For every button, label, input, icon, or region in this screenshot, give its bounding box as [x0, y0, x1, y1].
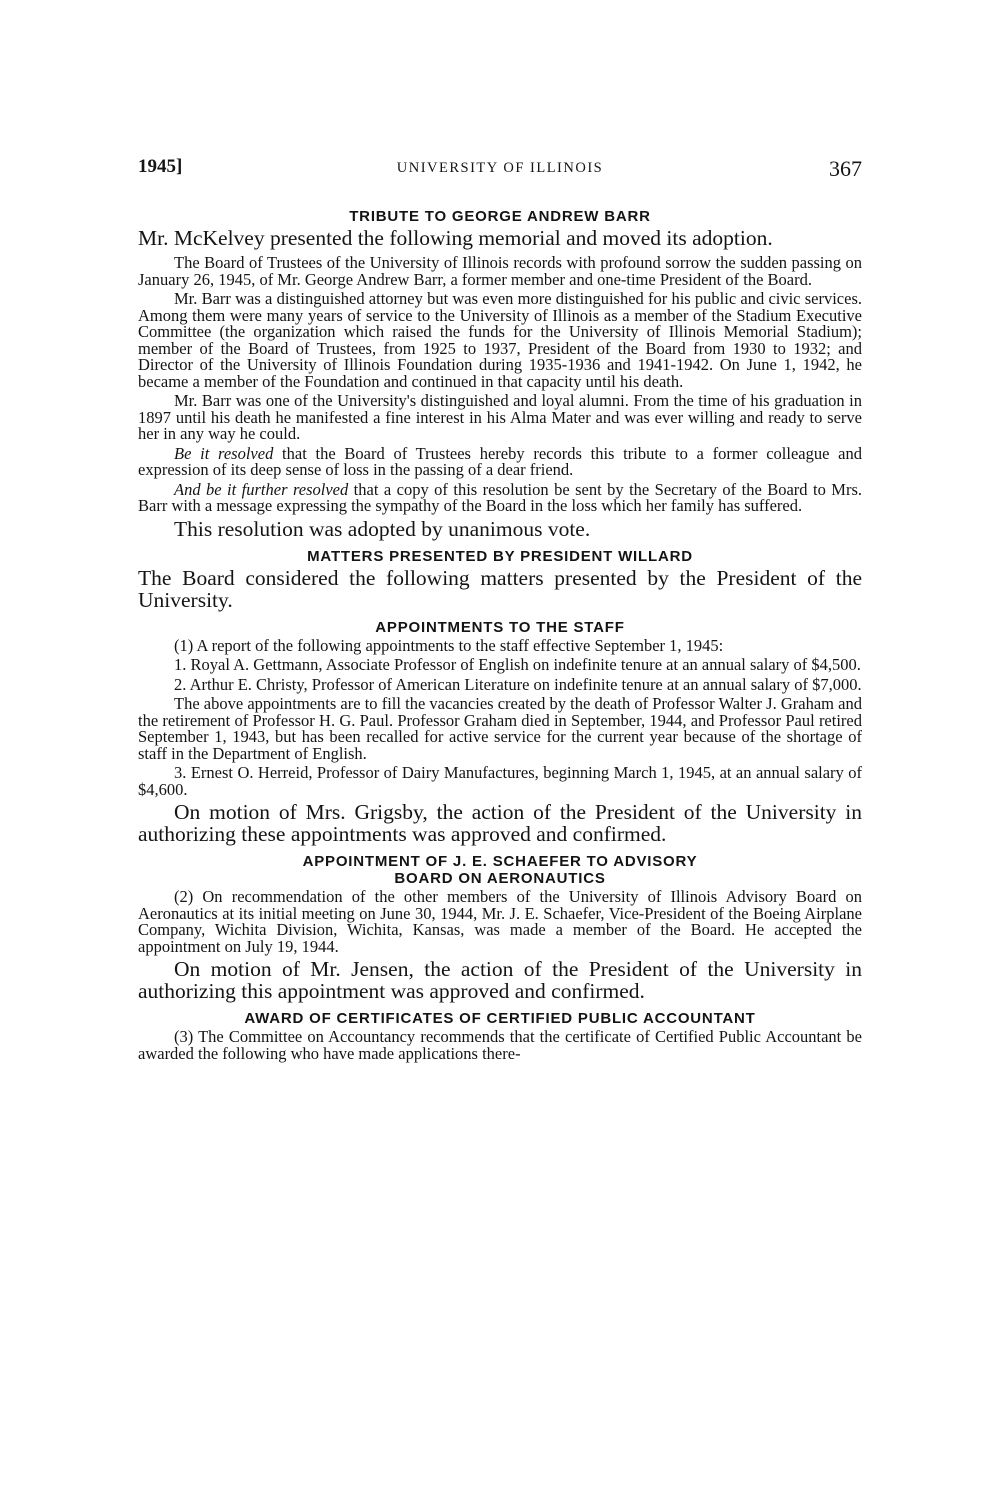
further-resolved-text: that a copy of this resolution be sent by the Secretary of the Board to Mrs. Barr with a message expressing the sympathy of the Board in the loss which her family has suffered.	[138, 479, 862, 515]
schaefer-motion: On motion of Mr. Jensen, the action of the President of the University in authorizing this appointment was approved and confirmed.	[138, 957, 862, 1003]
appointments-paragraph-1: (1) A report of the following appointments to the staff effective September 1, 1945:	[174, 635, 724, 655]
running-head	[138, 156, 862, 186]
further-resolved-lead: And be it further resolved	[174, 479, 349, 499]
schaefer-heading-line-2: BOARD ON AERONAUTICS	[394, 870, 606, 887]
tribute-paragraph-1: The Board of Trustees of the University of Illinois records with profound sorrow the sudden passing on January 26, 1945, of Mr. George Andrew Barr, a former member and one-time President of the Board.	[138, 253, 862, 289]
section-heading-appointments: APPOINTMENTS TO THE STAFF	[375, 618, 625, 636]
tribute-intro: Mr. McKelvey presented the following memorial and moved its adoption.	[138, 226, 773, 250]
running-title: UNIVERSITY OF ILLINOIS	[396, 160, 604, 176]
document-page	[138, 156, 862, 1466]
section-heading-tribute: TRIBUTE TO GEORGE ANDREW BARR	[349, 208, 651, 225]
section-heading-cpa: AWARD OF CERTIFICATES OF CERTIFIED PUBLIC ACCOUNTANT	[244, 1010, 756, 1027]
section-heading-schaefer	[138, 853, 862, 887]
tribute-paragraph-4	[138, 443, 862, 479]
tribute-vote: This resolution was adopted by unanimous vote.	[174, 516, 591, 541]
appointment-item-1: 1. Royal A. Gettmann, Associate Professor of English on indefinite tenure at an annual salary of $4,500.	[174, 655, 861, 674]
resolved-lead: Be it resolved	[174, 443, 274, 463]
matters-intro: The Board considered the following matters presented by the President of the University.	[138, 565, 862, 612]
page-number: 367	[829, 156, 862, 181]
page-content	[138, 208, 862, 1062]
tribute-paragraph-2: Mr. Barr was a distinguished attorney but was even more distinguished for his public and civic services. Among them were many years of service to the University of Illinois as a member of the Stadium Executive Committee (the organization which raised the funds for the University of Illinois Memorial Stadium); member of the Board of Trustees, from 1925 to 1937, President of the Board from 1930 to 1932; and Director of the University of Illinois Foundation during 1935-1936 and 1941-1942. On June 1, 1942, he became a member of the Foundation and continued in that capacity until his death.	[138, 289, 862, 391]
tribute-paragraph-3: Mr. Barr was one of the University's distinguished and loyal alumni. From the time of his graduation in 1897 until his death he manifested a fine interest in his Alma Mater and was ever willing and ready to serve her in any way he could.	[138, 391, 862, 443]
schaefer-paragraph-1: (2) On recommendation of the other members of the University of Illinois Advisory Board on Aeronautics at its initial meeting on June 30, 1944, Mr. J. E. Schaefer, Vice-President of the Boeing Airplane Company, Wichita Division, Wichita, Kansas, was made a member of the Board. He accepted the appointment on July 19, 1944.	[138, 887, 862, 956]
appointment-item-3: 3. Ernest O. Herreid, Professor of Dairy Manufactures, beginning March 1, 1945, at an annual salary of $4,600.	[138, 763, 862, 799]
cpa-paragraph-1: (3) The Committee on Accountancy recommends that the certificate of Certified Public Accountant be awarded the following who have made applications there-	[138, 1027, 862, 1063]
resolved-text: that the Board of Trustees hereby records this tribute to a former colleague and expression of its deep sense of loss in the passing of a dear friend.	[138, 443, 862, 479]
appointments-motion: On motion of Mrs. Grigsby, the action of the President of the University in authorizing these appointments was approved and confirmed.	[138, 800, 862, 846]
section-heading-matters: MATTERS PRESENTED BY PRESIDENT WILLARD	[307, 547, 693, 565]
tribute-paragraph-5	[138, 479, 862, 515]
appointments-note: The above appointments are to fill the vacancies created by the death of Professor Walter J. Graham and the retirement of Professor H. G. Paul. Professor Graham died in September, 1944, and Professor Paul retired September 1, 1943, but has been recalled for active service for the current year because of the shortage of staff in the Department of English.	[138, 694, 862, 763]
schaefer-heading-line-1: APPOINTMENT OF J. E. SCHAEFER TO ADVISORY	[302, 853, 698, 870]
appointment-item-2: 2. Arthur E. Christy, Professor of American Literature on indefinite tenure at an annual salary of $7,000.	[174, 674, 862, 694]
year-label: 1945]	[138, 156, 183, 177]
